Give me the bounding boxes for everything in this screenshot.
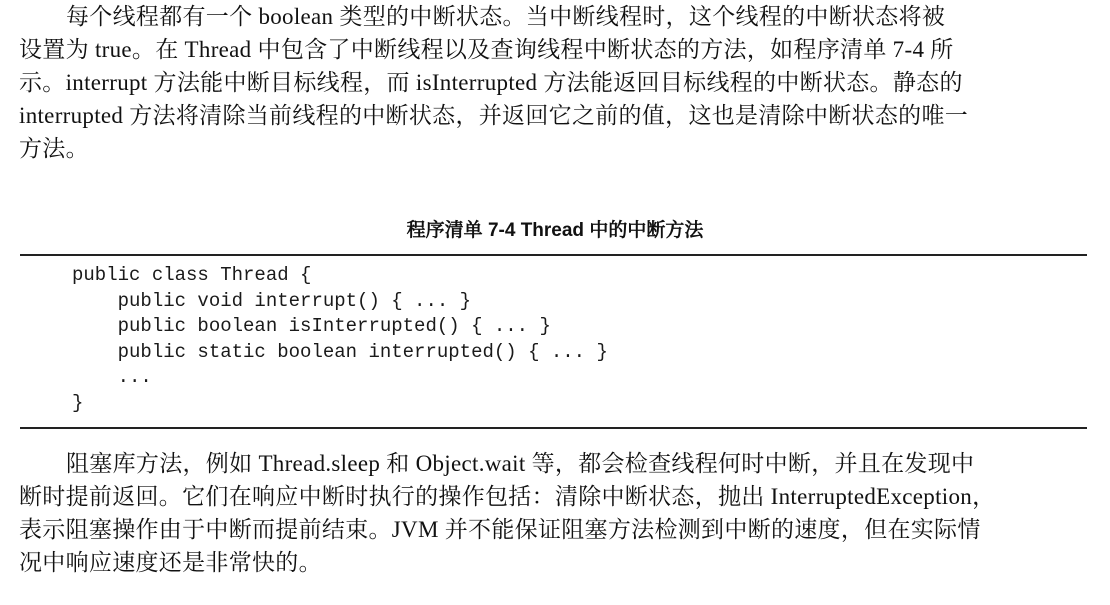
code-listing <box>72 263 1072 416</box>
code-line: public boolean isInterrupted() { ... } <box>72 315 551 337</box>
paragraph-line: 示。interrupt 方法能中断目标线程，而 isInterrupted 方法能返回目标线程的中断状态。静态的 <box>19 70 963 95</box>
paragraph-line: 表示阻塞操作由于中断而提前结束。JVM 并不能保证阻塞方法检测到中断的速度，但在实际情 <box>19 517 981 542</box>
listing-top-rule <box>20 254 1087 256</box>
code-line: } <box>72 391 84 414</box>
listing-caption: 程序清单 7-4 Thread 中的中断方法 <box>406 220 704 241</box>
code-line: public class Thread { <box>72 264 312 286</box>
paragraph-line: 设置为 true。在 Thread 中包含了中断线程以及查询线程中断状态的方法，如程序清单 7-4 所 <box>19 37 954 62</box>
code-line: public void interrupt() { ... } <box>72 289 472 312</box>
code-line: public static boolean interrupted() { ... } <box>72 340 608 363</box>
code-line: ... <box>72 366 152 388</box>
paragraph-line: 方法。 <box>19 136 89 161</box>
paragraph-line: interrupted 方法将清除当前线程的中断状态，并返回它之前的值，这也是清除中断状态的唯一 <box>19 103 969 128</box>
paragraph-blocking-methods <box>19 447 1091 579</box>
paragraph-line: 阻塞库方法，例如 Thread.sleep 和 Object.wait 等，都会检查线程何时中断，并且在发现中 <box>66 451 975 476</box>
paragraph-line: 每个线程都有一个 boolean 类型的中断状态。当中断线程时，这个线程的中断状态将被 <box>66 4 946 29</box>
paragraph-line: 断时提前返回。它们在响应中断时执行的操作包括：清除中断状态，抛出 InterruptedException， <box>19 484 996 509</box>
paragraph-interrupt-status <box>19 0 1091 165</box>
listing-bottom-rule <box>20 427 1087 429</box>
paragraph-line: 况中响应速度还是非常快的。 <box>19 550 322 575</box>
